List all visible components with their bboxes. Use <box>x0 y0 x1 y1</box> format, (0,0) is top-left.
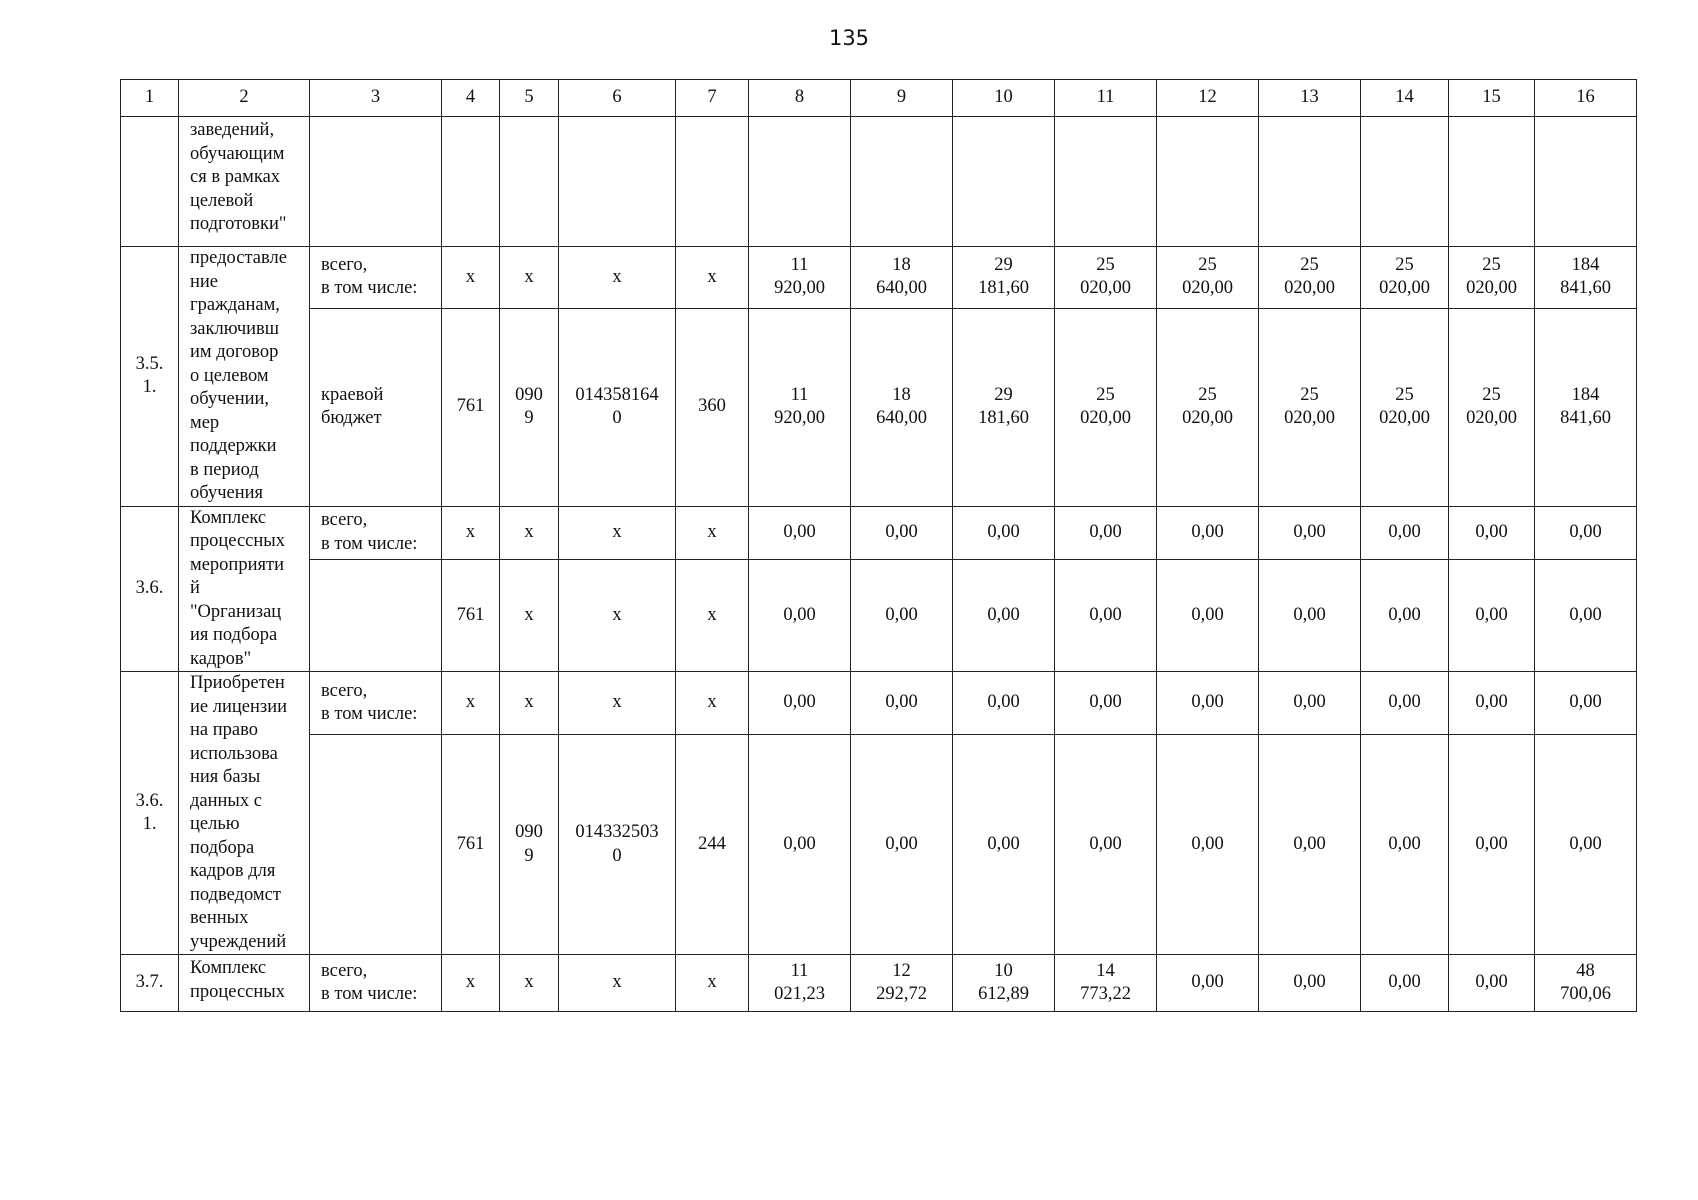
amount-cell <box>1535 308 1637 506</box>
amount-cell <box>1259 735 1361 955</box>
amount-cell <box>1535 247 1637 309</box>
header-cell: 10 <box>953 80 1055 117</box>
code-cell <box>676 506 749 559</box>
code-cell-text: 090 9 <box>515 822 543 866</box>
funding-source-cell-text: всего, в том числе: <box>321 254 418 299</box>
amount-cell-text: 0,00 <box>885 692 918 713</box>
amount-cell <box>953 247 1055 309</box>
row-name-cell <box>179 247 310 507</box>
amount-cell <box>1055 559 1157 672</box>
header-cell: 8 <box>749 80 851 117</box>
header-cell: 12 <box>1157 80 1259 117</box>
code-cell-text: 244 <box>698 833 726 854</box>
code-cell <box>676 955 749 1012</box>
code-cell-text: x <box>707 692 717 713</box>
row-code-cell <box>121 247 179 507</box>
amount-cell-text: 11 920,00 <box>774 384 825 429</box>
amount-cell <box>1535 559 1637 672</box>
amount-cell-text: 10 612,89 <box>978 960 1029 1004</box>
funding-source-cell-text: краевой бюджет <box>321 384 384 429</box>
amount-cell <box>1259 955 1361 1012</box>
row-code-cell-text: 3.6. 1. <box>135 790 164 834</box>
amount-cell <box>1055 117 1157 247</box>
amount-cell-text: 0,00 <box>1569 521 1602 542</box>
amount-cell-text: 0,00 <box>1089 604 1122 625</box>
amount-cell-text: 0,00 <box>783 604 816 625</box>
amount-cell <box>1157 117 1259 247</box>
amount-cell-text: 0,00 <box>783 521 816 542</box>
row-name-cell-text: заведений, обучающим ся в рамках целевой подготовки" <box>190 120 287 234</box>
header-cell: 7 <box>676 80 749 117</box>
table-row <box>121 735 1637 955</box>
amount-cell <box>1055 308 1157 506</box>
code-cell-text: 761 <box>456 604 485 625</box>
amount-cell-text: 0,00 <box>1569 604 1602 625</box>
amount-cell-text: 0,00 <box>987 604 1020 625</box>
amount-cell-text: 0,00 <box>1388 833 1421 854</box>
amount-cell-text: 0,00 <box>1475 833 1508 854</box>
code-cell <box>442 506 500 559</box>
header-cell: 3 <box>310 80 442 117</box>
amount-cell <box>1361 672 1449 735</box>
amount-cell <box>749 247 851 309</box>
funding-source-cell <box>310 506 442 559</box>
code-cell-text: x <box>465 972 476 993</box>
amount-cell <box>749 559 851 672</box>
code-cell-text: 014332503 0 <box>575 822 659 866</box>
code-cell-text: 090 9 <box>515 384 543 429</box>
amount-cell <box>1259 247 1361 309</box>
amount-cell-text: 0,00 <box>1388 692 1421 713</box>
amount-cell <box>1449 955 1535 1012</box>
amount-cell <box>1259 559 1361 672</box>
amount-cell <box>749 308 851 506</box>
amount-cell <box>851 117 953 247</box>
amount-cell <box>1535 117 1637 247</box>
table-row <box>121 672 1637 735</box>
amount-cell <box>1449 117 1535 247</box>
amount-cell-text: 0,00 <box>885 604 918 625</box>
amount-cell <box>851 672 953 735</box>
amount-cell <box>1449 506 1535 559</box>
funding-source-cell-text: всего, в том числе: <box>321 960 418 1004</box>
amount-cell-text: 25 020,00 <box>1080 384 1131 429</box>
amount-cell <box>1259 506 1361 559</box>
funding-source-cell <box>310 559 442 672</box>
code-cell <box>676 247 749 309</box>
code-cell <box>500 559 559 672</box>
amount-cell-text: 25 020,00 <box>1182 254 1233 299</box>
header-cell: 11 <box>1055 80 1157 117</box>
amount-cell <box>851 955 953 1012</box>
code-cell-text: x <box>612 521 622 542</box>
code-cell-text: x <box>612 266 622 287</box>
code-cell-text: 014358164 0 <box>575 384 659 429</box>
amount-cell-text: 25 020,00 <box>1080 254 1131 299</box>
amount-cell <box>1157 672 1259 735</box>
amount-cell-text: 0,00 <box>1569 833 1602 854</box>
amount-cell-text: 184 841,60 <box>1560 384 1611 429</box>
code-cell-text: x <box>707 521 717 542</box>
header-cell: 9 <box>851 80 953 117</box>
amount-cell-text: 0,00 <box>1191 833 1224 854</box>
code-cell <box>442 559 500 672</box>
code-cell-text: x <box>465 692 476 713</box>
amount-cell <box>1055 672 1157 735</box>
amount-cell <box>953 506 1055 559</box>
amount-cell-text: 184 841,60 <box>1560 254 1611 299</box>
amount-cell-text: 0,00 <box>1089 692 1122 713</box>
amount-cell <box>851 308 953 506</box>
row-code-cell <box>121 955 179 1012</box>
amount-cell <box>1361 559 1449 672</box>
table-row <box>121 506 1637 559</box>
funding-source-cell <box>310 117 442 247</box>
amount-cell <box>749 735 851 955</box>
funding-source-cell <box>310 735 442 955</box>
amount-cell <box>1055 955 1157 1012</box>
code-cell-text: x <box>612 604 622 625</box>
amount-cell-text: 25 020,00 <box>1182 384 1233 429</box>
amount-cell <box>953 559 1055 672</box>
amount-cell <box>1535 955 1637 1012</box>
code-cell <box>559 247 676 309</box>
row-code-cell <box>121 506 179 672</box>
amount-cell-text: 0,00 <box>1293 833 1326 854</box>
amount-cell-text: 0,00 <box>1388 521 1421 542</box>
amount-cell-text: 0,00 <box>987 692 1020 713</box>
amount-cell <box>1259 672 1361 735</box>
amount-cell <box>1157 247 1259 309</box>
row-name-cell <box>179 117 310 247</box>
amount-cell-text: 0,00 <box>1569 692 1602 713</box>
row-code-cell <box>121 672 179 955</box>
amount-cell-text: 0,00 <box>1293 521 1326 542</box>
code-cell-text: x <box>465 521 476 542</box>
row-name-cell <box>179 672 310 955</box>
amount-cell <box>1449 672 1535 735</box>
table-row <box>121 247 1637 309</box>
amount-cell <box>749 672 851 735</box>
funding-source-cell <box>310 247 442 309</box>
amount-cell-text: 29 181,60 <box>978 254 1029 299</box>
amount-cell-text: 0,00 <box>1191 692 1224 713</box>
row-name-cell-text: Комплекс процессных мероприяти й "Организац ия подбора кадров" <box>190 507 285 669</box>
amount-cell <box>1157 506 1259 559</box>
amount-cell <box>1535 672 1637 735</box>
code-cell-text: x <box>524 692 534 713</box>
amount-cell <box>1361 506 1449 559</box>
code-cell <box>500 247 559 309</box>
amount-cell <box>1361 117 1449 247</box>
amount-cell <box>1449 559 1535 672</box>
amount-cell-text: 0,00 <box>783 833 816 854</box>
amount-cell <box>1361 955 1449 1012</box>
row-name-cell-text: Комплекс процессных <box>190 958 285 1002</box>
table-body <box>121 80 1637 1012</box>
code-cell-text: 761 <box>456 396 485 417</box>
amount-cell <box>1055 247 1157 309</box>
code-cell-text: x <box>707 972 717 993</box>
amount-cell-text: 0,00 <box>1191 604 1224 625</box>
amount-cell-text: 0,00 <box>1191 521 1224 542</box>
amount-cell <box>851 735 953 955</box>
amount-cell-text: 0,00 <box>1089 833 1122 854</box>
budget-table <box>120 79 1637 1012</box>
amount-cell-text: 0,00 <box>1475 604 1508 625</box>
code-cell-text: x <box>524 266 534 287</box>
amount-cell <box>749 506 851 559</box>
amount-cell-text: 0,00 <box>1293 692 1326 713</box>
amount-cell <box>851 506 953 559</box>
code-cell-text: 360 <box>698 396 726 417</box>
amount-cell-text: 0,00 <box>1475 521 1508 542</box>
amount-cell-text: 0,00 <box>783 692 816 713</box>
code-cell <box>442 117 500 247</box>
amount-cell-text: 29 181,60 <box>978 384 1029 429</box>
code-cell <box>500 308 559 506</box>
table-row <box>121 117 1637 247</box>
code-cell <box>500 506 559 559</box>
code-cell <box>559 117 676 247</box>
amount-cell-text: 11 920,00 <box>774 254 825 299</box>
amount-cell-text: 0,00 <box>885 521 918 542</box>
amount-cell-text: 25 020,00 <box>1284 384 1335 429</box>
code-cell-text: 761 <box>456 833 485 854</box>
amount-cell-text: 18 640,00 <box>876 384 927 429</box>
amount-cell <box>1361 308 1449 506</box>
amount-cell-text: 25 020,00 <box>1379 384 1430 429</box>
amount-cell <box>953 117 1055 247</box>
amount-cell <box>1157 955 1259 1012</box>
amount-cell-text: 25 020,00 <box>1466 384 1517 429</box>
amount-cell <box>749 117 851 247</box>
code-cell-text: x <box>465 266 476 287</box>
table-row <box>121 955 1637 1012</box>
amount-cell <box>1259 117 1361 247</box>
header-cell: 14 <box>1361 80 1449 117</box>
amount-cell-text: 14 773,22 <box>1080 960 1131 1004</box>
code-cell <box>559 559 676 672</box>
amount-cell-text: 0,00 <box>1191 972 1224 993</box>
amount-cell-text: 0,00 <box>1089 521 1122 542</box>
page-number: 135 <box>828 26 870 50</box>
code-cell <box>442 308 500 506</box>
amount-cell-text: 0,00 <box>1293 604 1326 625</box>
code-cell-text: x <box>707 604 717 625</box>
code-cell <box>559 672 676 735</box>
code-cell <box>442 247 500 309</box>
code-cell <box>442 735 500 955</box>
amount-cell-text: 12 292,72 <box>876 960 927 1004</box>
code-cell-text: x <box>524 521 534 542</box>
code-cell <box>676 117 749 247</box>
amount-cell <box>1361 735 1449 955</box>
amount-cell <box>1449 247 1535 309</box>
code-cell <box>442 955 500 1012</box>
amount-cell <box>1449 308 1535 506</box>
amount-cell-text: 0,00 <box>1388 972 1421 993</box>
header-cell: 6 <box>559 80 676 117</box>
amount-cell-text: 25 020,00 <box>1379 254 1430 299</box>
amount-cell <box>851 559 953 672</box>
code-cell-text: x <box>612 972 622 993</box>
row-code-cell-text: 3.5. 1. <box>135 353 164 398</box>
code-cell-text: x <box>707 266 717 287</box>
code-cell <box>559 955 676 1012</box>
funding-source-cell <box>310 308 442 506</box>
header-cell: 1 <box>121 80 179 117</box>
code-cell-text: x <box>524 972 534 993</box>
amount-cell <box>1157 308 1259 506</box>
amount-cell-text: 0,00 <box>987 833 1020 854</box>
amount-cell <box>953 672 1055 735</box>
header-cell: 5 <box>500 80 559 117</box>
code-cell <box>676 672 749 735</box>
row-name-cell <box>179 506 310 672</box>
amount-cell <box>953 955 1055 1012</box>
amount-cell <box>1449 735 1535 955</box>
amount-cell-text: 0,00 <box>1475 972 1508 993</box>
code-cell <box>676 308 749 506</box>
amount-cell-text: 0,00 <box>885 833 918 854</box>
header-cell: 13 <box>1259 80 1361 117</box>
code-cell <box>500 117 559 247</box>
amount-cell-text: 11 021,23 <box>774 960 825 1004</box>
code-cell <box>559 735 676 955</box>
amount-cell-text: 0,00 <box>1388 604 1421 625</box>
row-code-cell-text: 3.7. <box>135 972 164 993</box>
code-cell-text: x <box>612 692 622 713</box>
amount-cell-text: 0,00 <box>1293 972 1326 993</box>
amount-cell <box>953 735 1055 955</box>
code-cell <box>676 559 749 672</box>
table-header-row <box>121 80 1637 117</box>
code-cell <box>676 735 749 955</box>
amount-cell <box>1259 308 1361 506</box>
amount-cell <box>1535 506 1637 559</box>
amount-cell <box>1055 506 1157 559</box>
amount-cell-text: 48 700,06 <box>1560 960 1611 1004</box>
amount-cell <box>1535 735 1637 955</box>
amount-cell-text: 0,00 <box>987 521 1020 542</box>
code-cell <box>500 955 559 1012</box>
funding-source-cell <box>310 955 442 1012</box>
amount-cell-text: 25 020,00 <box>1284 254 1335 299</box>
amount-cell <box>749 955 851 1012</box>
funding-source-cell-text: всего, в том числе: <box>321 510 418 554</box>
row-name-cell-text: предоставле ние гражданам, заключивш им договор о целевом обучении, мер поддержки в период обучения <box>190 248 287 503</box>
funding-source-cell <box>310 672 442 735</box>
code-cell <box>559 308 676 506</box>
table-row <box>121 559 1637 672</box>
amount-cell-text: 25 020,00 <box>1466 254 1517 299</box>
code-cell <box>442 672 500 735</box>
header-cell: 16 <box>1535 80 1637 117</box>
table-row <box>121 308 1637 506</box>
row-code-cell <box>121 117 179 247</box>
header-cell: 15 <box>1449 80 1535 117</box>
code-cell <box>500 735 559 955</box>
amount-cell <box>1157 559 1259 672</box>
amount-cell <box>851 247 953 309</box>
header-cell: 4 <box>442 80 500 117</box>
row-code-cell-text: 3.6. <box>135 578 164 598</box>
amount-cell <box>1157 735 1259 955</box>
amount-cell <box>1055 735 1157 955</box>
amount-cell-text: 18 640,00 <box>876 254 927 299</box>
code-cell-text: x <box>524 604 534 625</box>
code-cell <box>559 506 676 559</box>
row-name-cell-text: Приобретен ие лицензии на право использова ния базы данных с целью подбора кадров для подведомст венных учреждений <box>190 673 287 952</box>
funding-source-cell-text: всего, в том числе: <box>321 680 418 725</box>
amount-cell-text: 0,00 <box>1475 692 1508 713</box>
row-name-cell <box>179 955 310 1012</box>
header-cell: 2 <box>179 80 310 117</box>
amount-cell <box>953 308 1055 506</box>
code-cell <box>500 672 559 735</box>
amount-cell <box>1361 247 1449 309</box>
